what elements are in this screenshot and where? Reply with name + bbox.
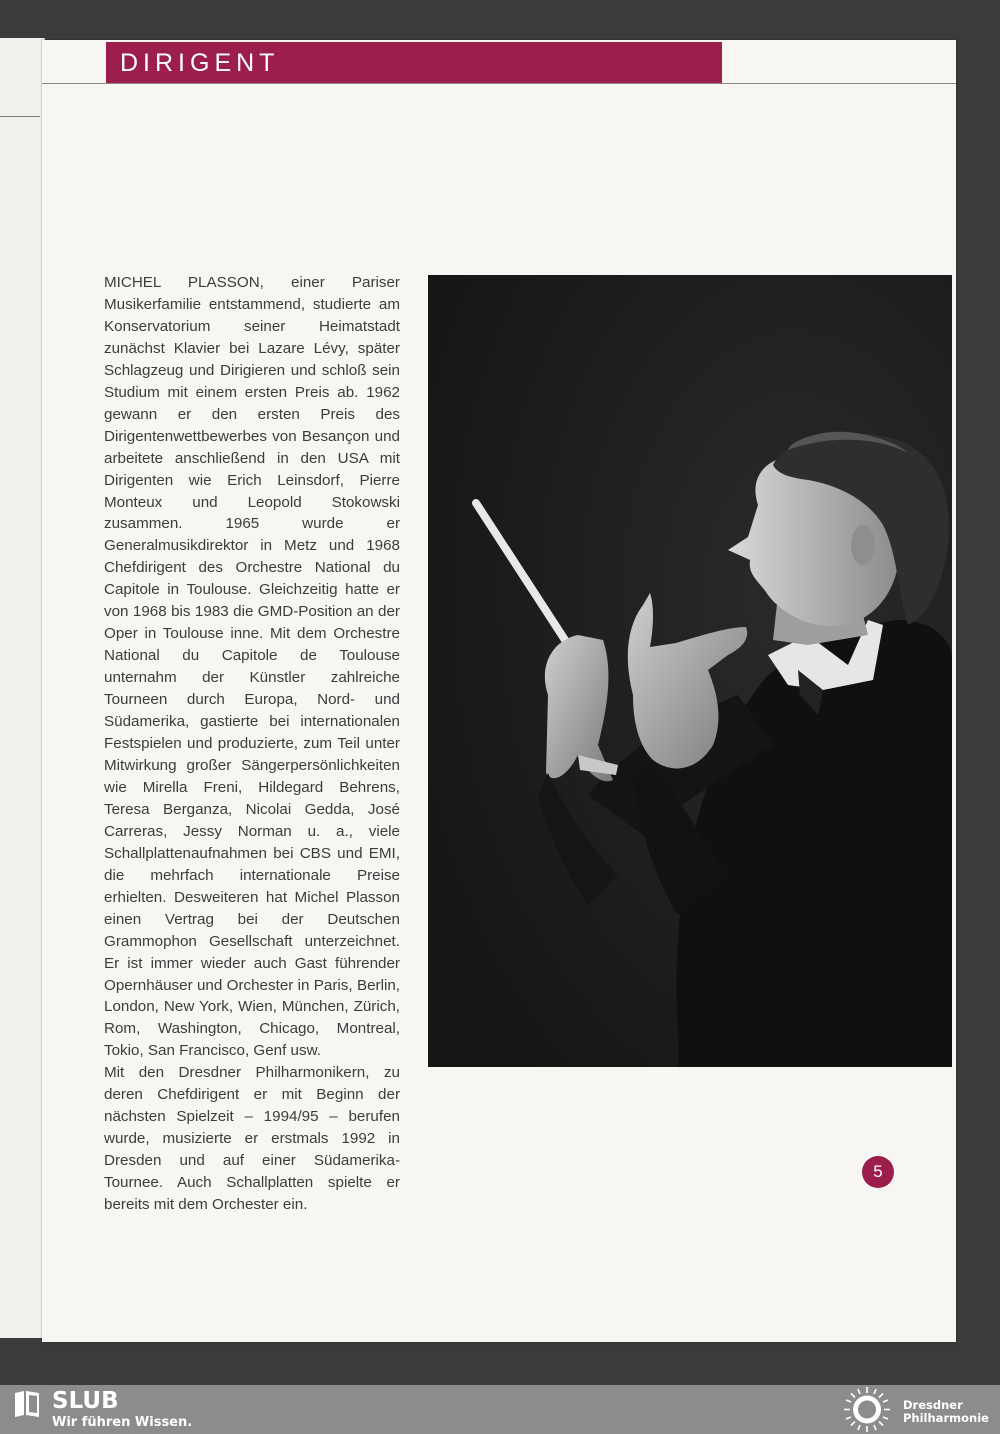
section-header-bar <box>106 42 722 83</box>
dresdner-philharmonie-logo-icon <box>840 1385 894 1434</box>
section-title: DIRIGENT <box>120 49 280 77</box>
conductor-photo-illustration <box>428 275 952 1067</box>
document-page <box>42 40 956 1342</box>
conductor-photo <box>428 275 952 1067</box>
previous-page-rule <box>0 116 40 117</box>
header-rule <box>42 83 956 84</box>
dp-name-line-1: Dresdner <box>903 1398 963 1412</box>
slub-tagline: Wir führen Wissen. <box>52 1415 193 1430</box>
biography-paragraph-2: Mit den Dresdner Philharmonikern, zu deren Chefdirigent er mit Beginn der nächsten Spielzeit – 1994/95 – berufen wurde, musizierte er erstmals 1992 in Dresden und auf einer Südamerika-Tournee. Auch Schallplatten spielte er bereits mit dem Orchester ein. <box>104 1064 400 1214</box>
slub-logo-icon <box>12 1389 42 1419</box>
dresdner-philharmonie-name <box>903 1399 989 1425</box>
previous-page-edge <box>0 38 45 1338</box>
slub-name: SLUB <box>52 1388 119 1414</box>
page-number-badge: 5 <box>862 1156 894 1188</box>
biography-paragraph-1: MICHEL PLASSON, einer Pariser Musikerfamilie entstammend, studierte am Konservatorium seiner Heimatstadt zunächst Klavier bei Lazare Lévy, später Schlagzeug und Dirigieren und schloß sein Studium mit einem ersten Preis ab. 1962 gewann er den ersten Preis des Dirigentenwettbewerbes von Besançon und arbeitete anschließend in den USA mit Dirigenten wie Erich Leinsdorf, Pierre Monteux und Leopold Stokowski zusammen. 1965 wurde er Generalmusikdirektor in Metz und 1968 Chefdirigent des Orchestre National du Capitole in Toulouse. Gleichzeitig hatte er von 1968 bis 1983 die GMD-Position an der Oper in Toulouse inne. Mit dem Orchestre National du Capitole de Toulouse unternahm der Künstler zahlreiche Tourneen durch Europa, Nord- und Südamerika, gastierte bei internationalen Festspielen und produzierte, zum Teil unter Mitwirkung großer Sängerpersönlichkeiten wie Mirella Freni, Hildegard Behrens, Teresa Berganza, Nicolai Gedda, José Carreras, Jessy Norman u. a., viele Schallplattenaufnahmen bei CBS und EMI, die mehrfach internationale Preise erhielten. Desweiteren hat Michel Plasson einen Vertrag bei der Deutschen Grammophon Gesellschaft unterzeichnet. Er ist immer wieder auch Gast führender Opernhäuser und Orchester in Paris, Berlin, London, New York, Wien, München, Zürich, Rom, Washington, Chicago, Montreal, Tokio, San Francisco, Genf usw. <box>104 274 400 1060</box>
biography-text <box>104 272 400 1216</box>
footer-bar <box>0 1385 1000 1434</box>
dp-name-line-2: Philharmonie <box>903 1411 989 1425</box>
